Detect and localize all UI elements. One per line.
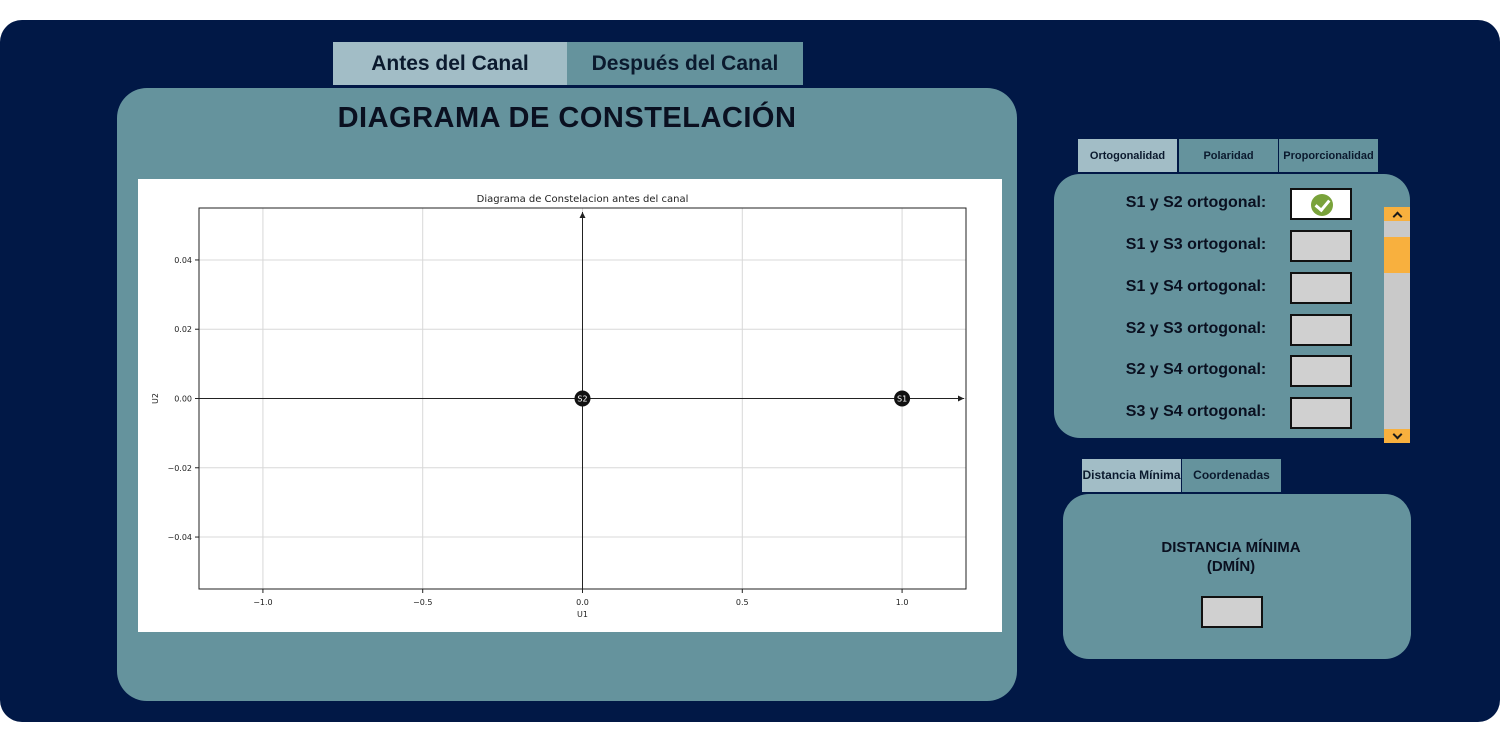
orto-label: S2 y S4 ortogonal:: [1125, 361, 1267, 378]
chart-svg: [138, 179, 1002, 632]
distancia-title: [1063, 538, 1399, 576]
tab-antes-del-canal[interactable]: Antes del Canal: [333, 42, 567, 85]
tab-coordenadas[interactable]: Coordenadas: [1182, 459, 1281, 492]
distancia-panel: [1063, 494, 1411, 659]
orto-row-s2-s3: [1054, 314, 1384, 348]
orto-checkbox-s2-s3[interactable]: [1290, 314, 1352, 346]
x-tick-label: 1.0: [895, 598, 909, 607]
scroll-up-button[interactable]: [1384, 207, 1410, 221]
orto-label: S1 y S3 ortogonal:: [1125, 236, 1267, 253]
orto-label: S1 y S2 ortogonal:: [1125, 194, 1267, 211]
orto-checkbox-s1-s3[interactable]: [1290, 230, 1352, 262]
scroll-down-button[interactable]: [1384, 429, 1410, 443]
x-tick-label: −1.0: [253, 598, 273, 607]
chevron-down-icon: [1392, 429, 1402, 439]
y-tick-label: −0.04: [167, 533, 192, 543]
orto-checkbox-s1-s4[interactable]: [1290, 272, 1352, 304]
point-label-s1: S1: [896, 394, 908, 404]
orto-row-s1-s3: [1054, 230, 1384, 264]
y-axis-label: U2: [151, 393, 160, 404]
orto-row-s3-s4: [1054, 397, 1384, 431]
y-tick-label: −0.02: [167, 463, 192, 473]
constellation-chart: [138, 179, 1002, 632]
orto-checkbox-s2-s4[interactable]: [1290, 355, 1352, 387]
y-tick-label: 0.00: [174, 394, 192, 404]
orto-row-s2-s4: [1054, 355, 1384, 389]
orto-checkbox-s1-s2[interactable]: [1290, 188, 1352, 220]
tab-proporcionalidad[interactable]: Proporcionalidad: [1279, 139, 1378, 172]
x-tick-label: −0.5: [412, 598, 433, 607]
x-tick-label: 0.0: [576, 598, 589, 607]
check-icon: [1311, 194, 1333, 216]
y-tick-label: 0.04: [174, 255, 192, 265]
constellation-panel: [117, 88, 1017, 701]
app-window: [0, 20, 1500, 722]
chevron-up-icon: [1392, 211, 1402, 221]
orto-row-s1-s4: [1054, 272, 1384, 306]
dmin-value-box: [1201, 596, 1263, 628]
orto-label: S3 y S4 ortogonal:: [1125, 403, 1267, 420]
orto-scrollbar[interactable]: [1384, 207, 1410, 443]
orto-row-s1-s2: [1054, 188, 1384, 222]
distancia-title-line1: DISTANCIA MÍNIMA: [1161, 539, 1301, 556]
tab-distancia-minima[interactable]: Distancia Mínima: [1082, 459, 1181, 492]
y-tick-label: 0.02: [174, 325, 192, 335]
tab-ortogonalidad[interactable]: Ortogonalidad: [1078, 139, 1177, 172]
scroll-thumb[interactable]: [1384, 237, 1410, 273]
chart-title: Diagrama de Constelacion antes del canal: [476, 194, 689, 205]
distancia-title-line2: (DMÍN): [1206, 558, 1256, 575]
x-axis-label: U1: [577, 610, 588, 619]
tab-polaridad[interactable]: Polaridad: [1179, 139, 1278, 172]
y-axis-arrowhead: [580, 212, 586, 218]
orto-label: S2 y S3 ortogonal:: [1125, 320, 1267, 337]
page-title: DIAGRAMA DE CONSTELACIÓN: [337, 102, 797, 134]
orto-label: S1 y S4 ortogonal:: [1125, 278, 1267, 295]
point-label-s2: S2: [577, 394, 588, 404]
x-axis-arrowhead: [958, 396, 964, 402]
orto-checkbox-s3-s4[interactable]: [1290, 397, 1352, 429]
ortogonalidad-panel: [1054, 174, 1410, 438]
tab-despues-del-canal[interactable]: Después del Canal: [567, 42, 803, 85]
x-tick-label: 0.5: [735, 598, 749, 607]
